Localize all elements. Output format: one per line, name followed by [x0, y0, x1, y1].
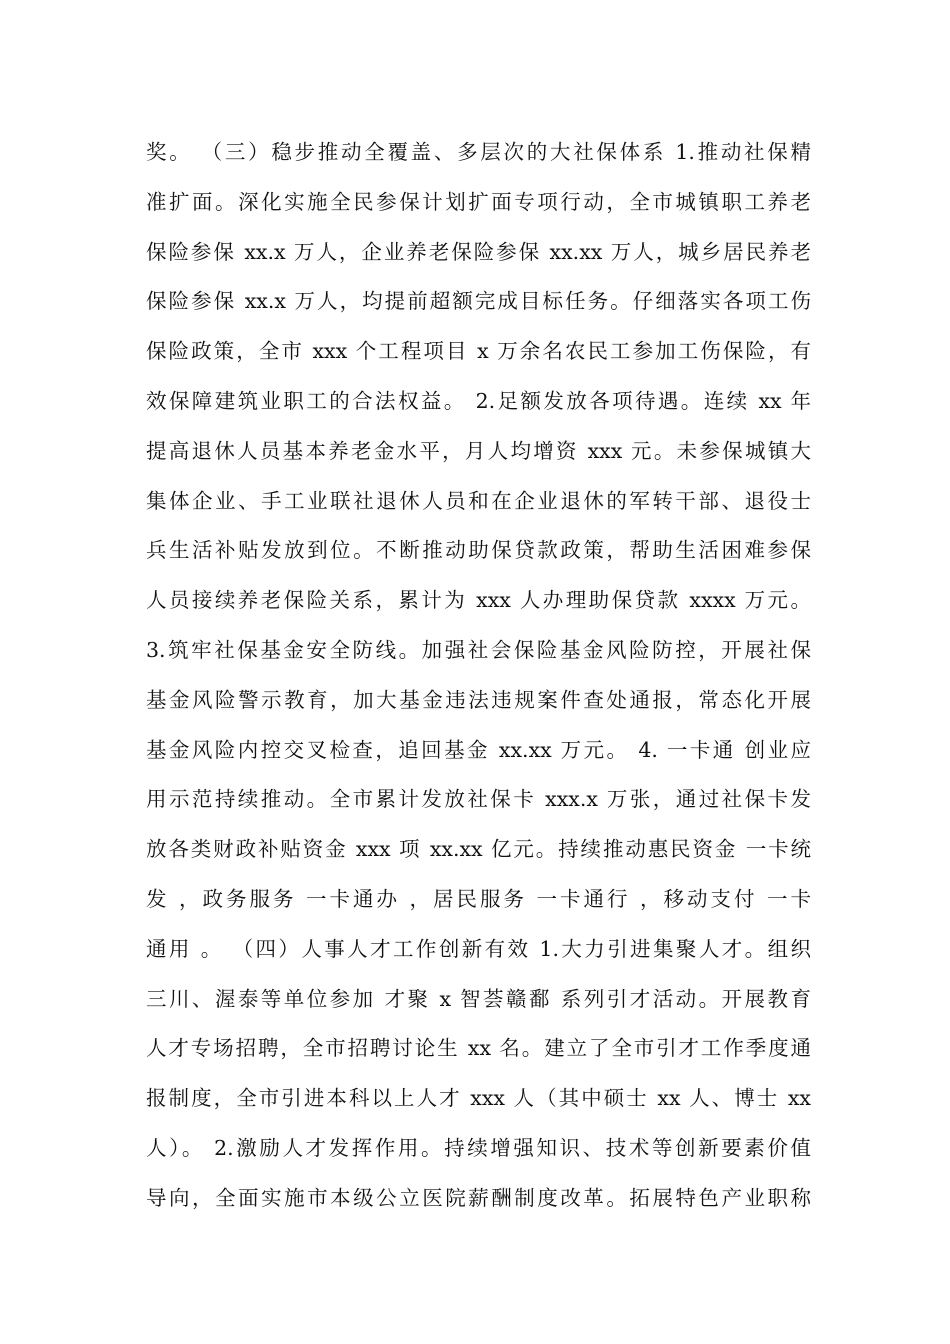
text-line: 3.筑牢社保基金安全防线。加强社会保险基金风险防控，开展社保: [146, 637, 811, 662]
text-line: 效保障建筑业职工的合法权益。 2.足额发放各项待遇。连续 xx 年: [146, 388, 811, 413]
text-line: 人才专场招聘，全市招聘讨论生 xx 名。建立了全市引才工作季度通: [146, 1036, 811, 1061]
text-line: 人员接续养老保险关系，累计为 xxx 人办理助保贷款 xxxx 万元。: [146, 588, 811, 613]
text-line: 人）。 2.激励人才发挥作用。持续增强知识、技术等创新要素价值: [146, 1135, 811, 1160]
text-line: 三川、渥泰等单位参加 才聚 x 智荟赣鄱 系列引才活动。开展教育: [146, 986, 811, 1011]
text-line: 基金风险内控交叉检查，追回基金 xx.xx 万元。 4. 一卡通 创业应: [146, 737, 811, 762]
body-text: [146, 132, 811, 1228]
text-line: 提高退休人员基本养老金水平，月人均增资 xxx 元。未参保城镇大: [146, 438, 811, 463]
text-line: 基金风险警示教育，加大基金违法违规案件查处通报，常态化开展: [146, 687, 811, 712]
text-line: 保险参保 xx.x 万人，企业养老保险参保 xx.xx 万人，城乡居民养老: [146, 239, 811, 264]
text-line: 集体企业、手工业联社退休人员和在企业退休的军转干部、退役士: [146, 488, 811, 513]
text-line: 导向，全面实施市本级公立医院薪酬制度改革。拓展特色产业职称: [146, 1185, 811, 1210]
text-line: 放各类财政补贴资金 xxx 项 xx.xx 亿元。持续推动惠民资金 一卡统: [146, 837, 811, 862]
text-line: 保险政策，全市 xxx 个工程项目 x 万余名农民工参加工伤保险，有: [146, 339, 811, 364]
text-line: 准扩面。深化实施全民参保计划扩面专项行动，全市城镇职工养老: [146, 189, 811, 214]
text-line: 奖。 （三）稳步推动全覆盖、多层次的大社保体系 1.推动社保精: [146, 140, 811, 164]
text-line: 保险参保 xx.x 万人，均提前超额完成目标任务。仔细落实各项工伤: [146, 289, 811, 314]
text-line: 发 ，政务服务 一卡通办 ，居民服务 一卡通行 ，移动支付 一卡: [146, 886, 811, 911]
text-line: 兵生活补贴发放到位。不断推动助保贷款政策，帮助生活困难参保: [146, 538, 811, 563]
text-line: 通用 。 （四）人事人才工作创新有效 1.大力引进集聚人才。组织: [146, 936, 811, 961]
text-line: 用示范持续推动。全市累计发放社保卡 xxx.x 万张，通过社保卡发: [146, 787, 811, 812]
text-line: 报制度，全市引进本科以上人才 xxx 人（其中硕士 xx 人、博士 xx: [146, 1086, 811, 1111]
